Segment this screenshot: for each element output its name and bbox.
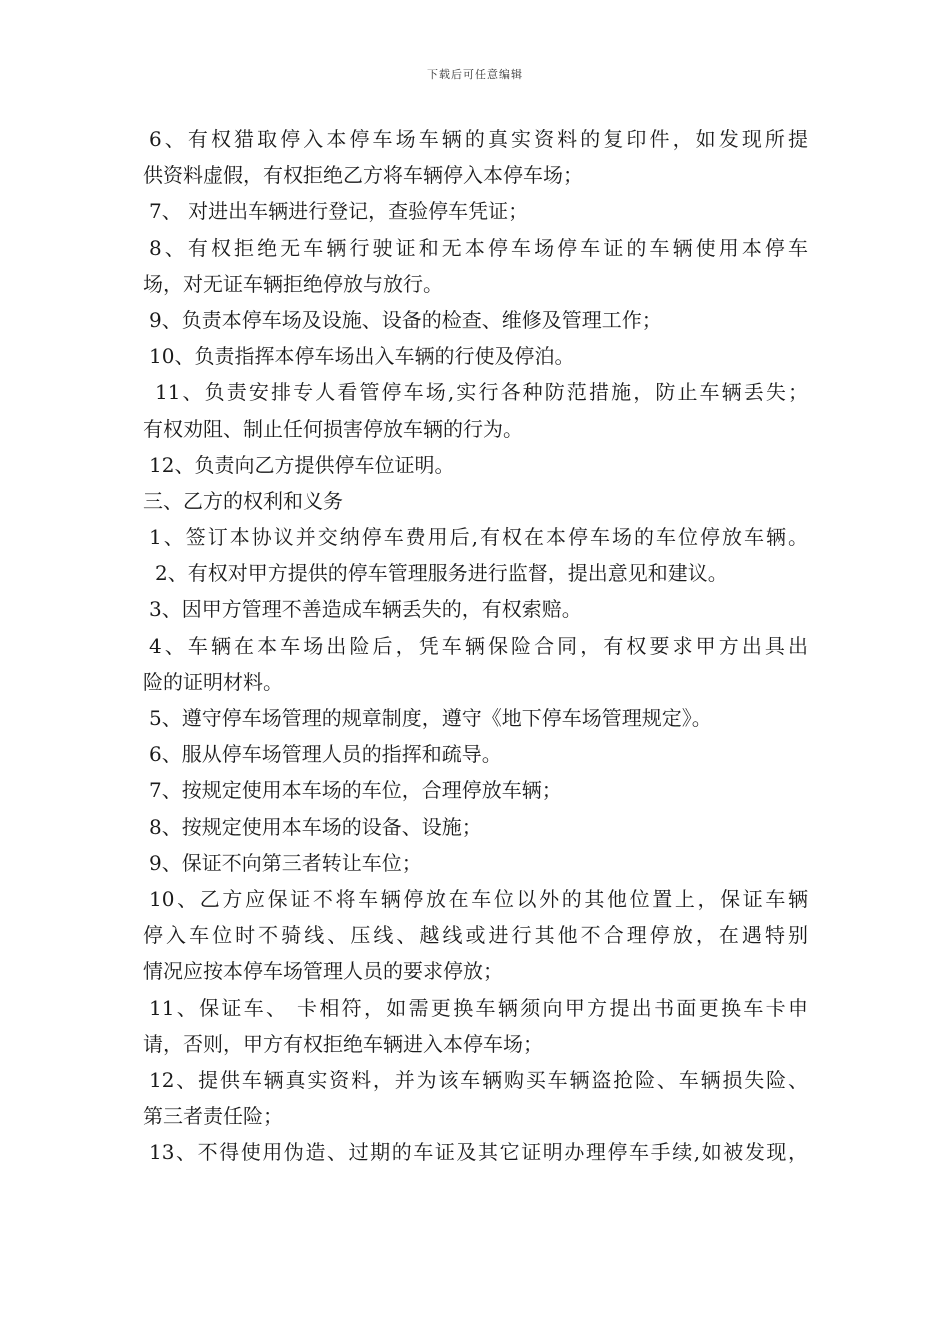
- text-line: 11、保证车、 卡相符，如需更换车辆须向甲方提出书面更换车卡申: [149, 995, 808, 1020]
- text-line: 情况应按本停车场管理人员的要求停放；: [143, 959, 503, 984]
- text-line: 4、车辆在本车场出险后，凭车辆保险合同，有权要求甲方出具出: [149, 633, 808, 658]
- text-line: 三、乙方的权利和义务: [143, 488, 343, 513]
- text-line: 3、因甲方管理不善造成车辆丢失的，有权索赔。: [149, 597, 582, 622]
- text-line: 场，对无证车辆拒绝停放与放行。: [143, 271, 443, 296]
- text-line: 8、有权拒绝无车辆行驶证和无本停车场停车证的车辆使用本停车: [149, 235, 808, 260]
- document-body: [143, 121, 808, 1170]
- text-line: 12、提供车辆真实资料，并为该车辆购买车辆盗抢险、车辆损失险、: [149, 1067, 808, 1092]
- text-line: 7、 对进出车辆进行登记，查验停车凭证；: [149, 199, 529, 224]
- text-line: 6、有权猎取停入本停车场车辆的真实资料的复印件，如发现所提: [149, 127, 808, 151]
- text-line: 9、负责本停车场及设施、设备的检查、维修及管理工作；: [149, 307, 662, 332]
- text-line: 请，否则，甲方有权拒绝车辆进入本停车场；: [143, 1031, 543, 1056]
- text-line: 10、负责指挥本停车场出入车辆的行使及停泊。: [149, 344, 575, 369]
- text-line: 12、负责向乙方提供停车位证明。: [149, 452, 455, 477]
- text-line: 8、按规定使用本车场的设备、设施；: [149, 814, 482, 839]
- header-note: 下载后可任意编辑: [427, 68, 523, 81]
- text-line: 第三者责任险；: [143, 1104, 283, 1129]
- text-line: 停入车位时不骑线、压线、越线或进行其他不合理停放，在遇特别: [143, 923, 808, 948]
- text-line: 供资料虚假，有权拒绝乙方将车辆停入本停车场；: [143, 163, 583, 188]
- text-line: 2、有权对甲方提供的停车管理服务进行监督，提出意见和建议。: [155, 561, 728, 586]
- text-line: 险的证明材料。: [143, 669, 283, 694]
- text-line: 6、服从停车场管理人员的指挥和疏导。: [149, 742, 502, 767]
- text-line: 5、遵守停车场管理的规章制度，遵守《地下停车场管理规定》。: [149, 706, 712, 730]
- text-line: 7、按规定使用本车场的车位，合理停放车辆；: [149, 778, 562, 803]
- text-line: 1、签订本协议并交纳停车费用后,有权在本停车场的车位停放车辆。: [149, 525, 808, 550]
- text-line: 有权劝阻、制止任何损害停放车辆的行为。: [143, 416, 523, 441]
- text-line: 11、负责安排专人看管停车场,实行各种防范措施，防止车辆丢失；: [155, 380, 808, 405]
- text-line: 9、保证不向第三者转让车位；: [149, 850, 422, 875]
- text-line: 13、不得使用伪造、过期的车证及其它证明办理停车手续,如被发现，: [149, 1140, 808, 1165]
- text-line: 10、乙方应保证不将车辆停放在车位以外的其他位置上，保证车辆: [149, 886, 808, 911]
